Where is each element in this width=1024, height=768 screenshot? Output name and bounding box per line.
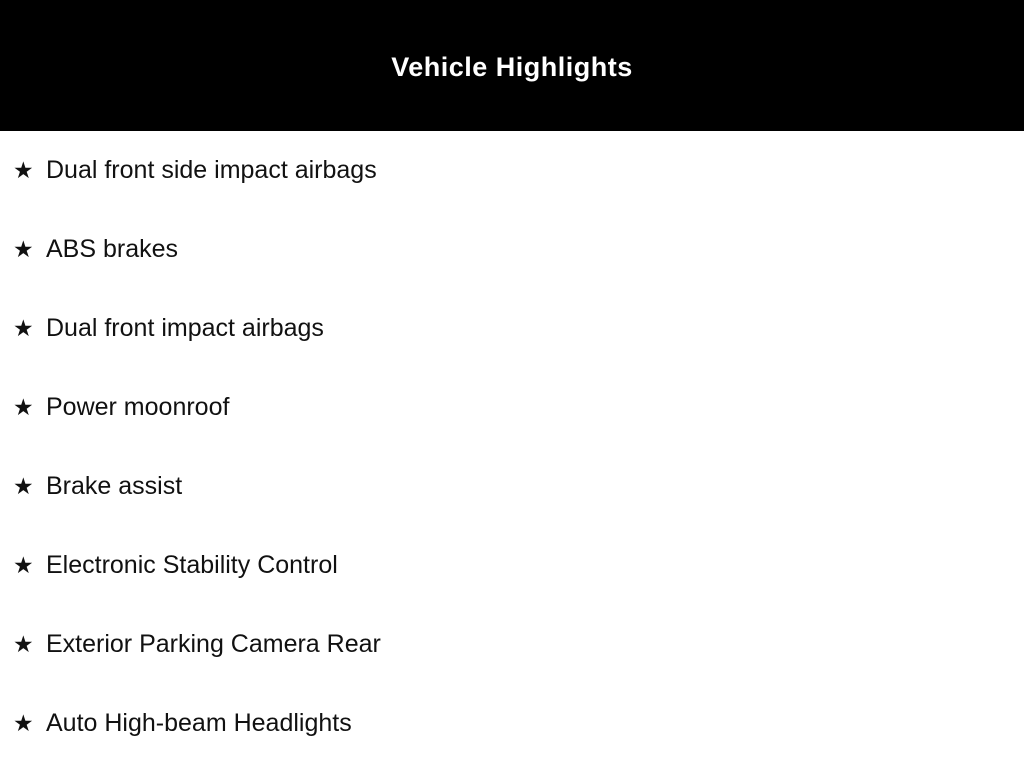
list-item xyxy=(0,289,1024,368)
list-item xyxy=(0,368,1024,447)
feature-label: Dual front impact airbags xyxy=(46,314,324,342)
feature-label: Auto High-beam Headlights xyxy=(46,709,352,737)
vehicle-highlights-list xyxy=(0,131,1024,763)
star-icon: ★ xyxy=(13,710,34,736)
feature-label: Dual front side impact airbags xyxy=(46,156,377,184)
list-item xyxy=(0,526,1024,605)
list-item xyxy=(0,684,1024,763)
star-icon: ★ xyxy=(13,315,34,341)
list-item xyxy=(0,447,1024,526)
list-item xyxy=(0,605,1024,684)
feature-label: Exterior Parking Camera Rear xyxy=(46,630,381,658)
star-icon: ★ xyxy=(13,394,34,420)
list-item xyxy=(0,131,1024,210)
feature-label: ABS brakes xyxy=(46,235,179,263)
star-icon: ★ xyxy=(13,552,34,578)
feature-label: Brake assist xyxy=(46,472,183,500)
feature-label: Electronic Stability Control xyxy=(46,551,338,579)
star-icon: ★ xyxy=(13,236,34,262)
feature-label: Power moonroof xyxy=(46,393,230,421)
list-item xyxy=(0,210,1024,289)
star-icon: ★ xyxy=(13,473,34,499)
star-icon: ★ xyxy=(13,631,34,657)
page-header xyxy=(0,0,1024,131)
star-icon: ★ xyxy=(13,157,34,183)
page-title: Vehicle Highlights xyxy=(391,52,633,82)
